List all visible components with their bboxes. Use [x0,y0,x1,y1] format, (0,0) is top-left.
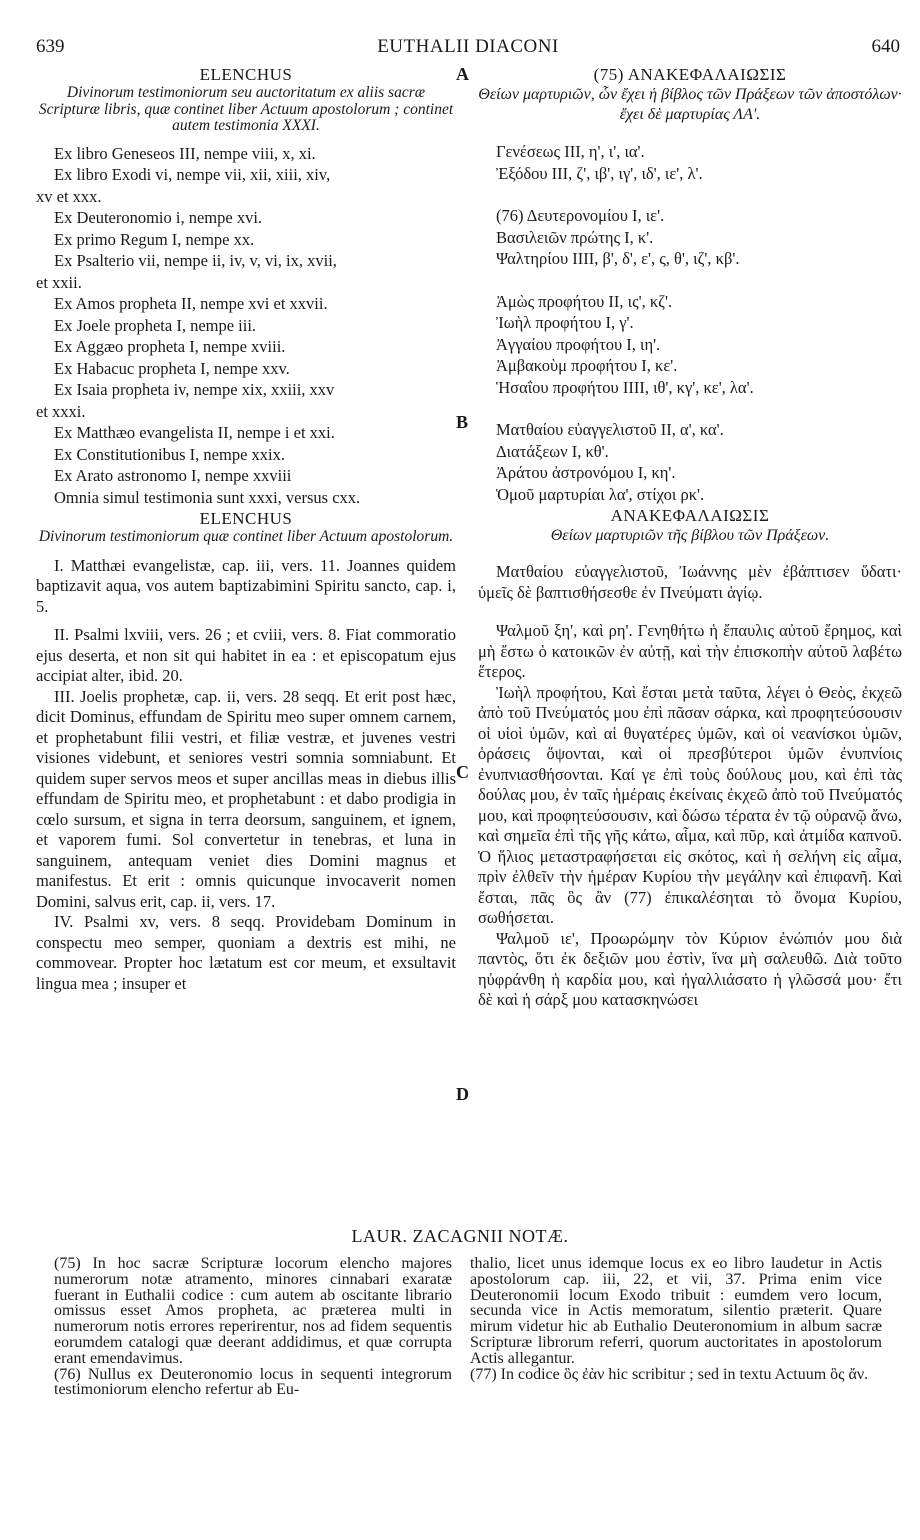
list-item: Γενέσεως III, η', ι', ια'. [496,142,645,161]
margin-letter-d: D [456,1084,469,1104]
list-item: Ψαλτηρίου ΙΙΙΙ, β', δ', ε', ς, θ', ιζ', κβ'. [496,249,740,268]
list-item: Ἐξόδου III, ζ', ιβ', ιγ', ιδ', ιε', λ'. [496,163,703,183]
greek-paragraph-2: Ψαλμοῦ ξη', καὶ ρη'. Γενηθήτω ἡ ἔπαυλις αὐτοῦ ἔρημος, καὶ μὴ ἔστω ὁ κατοικῶν ἐν αὐτῇ, καὶ τὴν ἐπισκοπὴν αὐτοῦ λαβέτω ἕτερος. [478,621,902,681]
note-75: (75) In hoc sacræ Scripturæ locorum elencho majores numerorum notæ atramento, minores cinnabari exaratæ fuerant in Euthalii codice : cum autem ab oscitante librario omissus esset Amos propheta, ac præterea multi in numerorum notis errores reperirentur, nos ad fidem sequentis eorumdem catalogi quæ deerant addidimus, et quæ corrupta erant emendavimus. [54,1255,452,1367]
latin-paragraph-2: II. Psalmi lxviii, vers. 26 ; et cviii, vers. 8. Fiat commoratio ejus deserta, et non sit qui habitet in ea : et episcopatum ejus accipiat alter, ibid. 20. [36,625,456,685]
greek-heading-1: (75) ΑΝΑΚΕΦΑΛΑΙΩΣΙΣ [593,65,787,84]
list-item: Ἰωὴλ προφήτου I, γ'. [496,313,634,332]
greek-testimony-list [478,141,902,505]
list-item: Ex Matthæo evangelista II, nempe i et xxi. [54,423,335,442]
note-76-continued: thalio, licet unus idemque locus ex eo libro laudetur in Actis apostolorum cap. iii, 22, et vii, 37. Prima enim vice Deuteronomii locum Exodo tribuit : eumdem vero locum, secunda vice in Actis memoratum, silentio præterit. Quare mirum videtur hic ab Euthalio Deuteronomium in album sacræ Scripturæ librorum referri, quorum auctoritates in apostolorum Actis allegantur. [470,1255,882,1367]
list-item: Ἡσαΐου προφήτου ΙΙΙΙ, ιθ', κγ', κε', λα'. [496,377,754,397]
margin-letter-c: C [456,762,469,782]
notes-right [470,1256,882,1382]
latin-paragraph-4: IV. Psalmi xv, vers. 8 seqq. Providebam Dominum in conspectu meo semper, quoniam a dextris est mihi, ne commovear. Propter hoc lætatum est cor meum, et exsultavit lingua mea ; insuper et [36,912,456,993]
latin-paragraph-1: I. Matthæi evangelistæ, cap. iii, vers. 11. Joannes quidem baptizavit aqua, vos autem baptizabimini Spiritu sancto, cap. i, 5. [36,555,456,616]
greek-paragraph-3: Ἰωὴλ προφήτου, Καὶ ἔσται μετὰ ταῦτα, λέγει ὁ Θεὸς, ἐκχεῶ ἀπὸ τοῦ Πνεύματός μου ἐπὶ πᾶσαν σάρκα, καὶ προφητεύσουσιν οἱ υἱοὶ ὑμῶν, καὶ αἱ θυγατέρες ὑμῶν, καὶ οἱ νεανίσκοι ὑμῶν, ὁράσεις ὄψονται, καὶ οἱ πρεσβύτεροι ὑμῶν ἐνυπνίοις ἐνυπνιασθήσονται. Καί γε ἐπὶ τοὺς δούλους μου, καὶ ἐπὶ τὰς δούλας μου, ἐν ταῖς ἡμέραις ἐκείναις ἐκχεῶ ἀπὸ τοῦ Πνεύματός μου, καὶ προφητεύσουσιν, καὶ δώσω τέρατα ἐν τῷ οὐρανῷ ἄνω, καὶ σημεῖα ἐπὶ τῆς γῆς κάτω, αἷμα, καὶ πῦρ, καὶ ἀτμίδα καπνοῦ. Ὁ ἥλιος μεταστραφήσεται εἰς σκότος, καὶ ἡ σελήνη εἰς αἷμα, πρὶν ἐλθεῖν τὴν ἡμέραν Κυρίου τὴν μεγάλην καὶ ἐπιφανῆ. Καὶ ἔσται, πᾶς ὃς ἂν (77) ἐπικαλέσηται τὸ ὄνομα Κυρίου, σωθήσεται. [478,682,902,927]
list-item: et xxxi. [36,401,86,421]
latin-column [36,64,456,994]
list-item: Βασιλειῶν πρώτης I, κ'. [496,227,654,247]
page-number-right: 640 [871,36,900,57]
greek-column [478,64,902,1011]
list-item: (76) Δευτερονομίου I, ιε'. [496,206,665,225]
list-item: Διατάξεων I, κθ'. [496,441,609,461]
list-item: Ματθαίου εὐαγγελιστοῦ II, α', κα'. [496,420,724,439]
list-item: Ex Arato astronomo I, nempe xxviii [54,466,292,485]
list-item: Ex Deuteronomio i, nempe xvi. [54,208,263,227]
list-item: Ex libro Exodi vi, nempe vii, xii, xiii, xiv, [54,165,331,184]
latin-testimony-list [36,143,456,509]
notes-heading: LAUR. ZACAGNII NOTÆ. [351,1226,569,1246]
latin-caption-2: Divinorum testimoniorum quæ continet liber Actuum apostolorum. [38,528,454,545]
margin-letter-a: A [456,64,469,84]
latin-paragraph-3: III. Joelis prophetæ, cap. ii, vers. 28 seqq. Et erit post hæc, dicit Dominus, effundam de Spiritu meo super omnem carnem, et prophetabunt filii vestri, et filiæ vestræ, et juvenes vestri visiones videbunt, et seniores vestri somnia somniabunt. Et quidem super servos meos et super ancillas meas in diebus illis effundam de Spiritu meo, et prophetabunt : et dabo prodigia in cœlo sursum, et signa in terra deorsum, sanguinem, et ignem, et vaporem fumi. Sol convertetur in tenebras, et luna in sanguinem, antequam veniet dies Domini magnus et manifestus. Et erit : omnis quicunque invocaverit nomen Domini, salvus erit, cap. ii, vers. 17. [36,686,456,911]
list-item: Ὁμοῦ μαρτυρίαι λα', στίχοι ρκ'. [496,484,705,504]
list-item: Ἀράτου ἀστρονόμου I, κη'. [496,463,676,482]
greek-paragraph-4: Ψαλμοῦ ιε', Προωρώμην τὸν Κύριον ἐνώπιόν μου διὰ παντὸς, ὅτι ἐκ δεξιῶν μου ἐστὶν, ἵνα μὴ σαλευθῶ. Διὰ τοῦτο ηὐφράνθη ἡ καρδία μου, καὶ ἠγαλλιάσατο ἡ γλῶσσά μου· ἔτι δὲ καὶ ἡ σάρξ μου κατασκηνώσει [478,928,902,1009]
latin-caption-1: Divinorum testimoniorum seu auctoritatum ex aliis sacræ Scripturæ libris, quæ continet liber Actuum apostolorum ; continet autem testimonia XXXI. [38,84,454,134]
latin-heading-2: ELENCHUS [199,509,293,528]
list-item: xv et xxx. [36,186,102,206]
note-76: (76) Nullus ex Deuteronomio locus in sequenti integrorum testimoniorum elencho refertur ab Eu- [54,1365,452,1399]
running-title: EUTHALII DIACONI [377,36,559,57]
greek-heading-2: ΑΝΑΚΕΦΑΛΑΙΩΣΙΣ [610,506,770,525]
list-item: Ex Isaia propheta iv, nempe xix, xxiii, xxv [54,380,335,399]
list-item: Ex Habacuc propheta I, nempe xxv. [54,358,290,378]
page-number-left: 639 [36,36,65,57]
list-item: Ex primo Regum I, nempe xx. [54,229,255,249]
list-item: Ex Joele propheta I, nempe iii. [54,315,257,335]
list-item: Ex Aggæo propheta I, nempe xviii. [54,337,286,356]
note-77: (77) In codice ὃς ἐὰν hic scribitur ; sed in textu Actuum ὃς ἄν. [470,1365,869,1383]
latin-heading-1: ELENCHUS [199,65,293,84]
list-item: Ἀγγαίου προφήτου I, ιη'. [496,334,661,354]
list-item: Ex libro Geneseos III, nempe viii, x, xi. [54,143,316,163]
greek-paragraph-1: Ματθαίου εὐαγγελιστοῦ, Ἰωάννης μὲν ἐβάπτισεν ὕδατι· ὑμεῖς δὲ βαπτισθήσεσθε ἐν Πνεύματι ἁγίῳ. [478,562,902,602]
list-item: Ex Constitutionibus I, nempe xxix. [54,444,285,464]
list-item: Omnia simul testimonia sunt xxxi, versus cxx. [54,487,361,507]
list-item: Ἀμὼς προφήτου II, ις', κζ'. [496,291,673,311]
greek-caption-2: Θείων μαρτυριῶν τῆς βίβλου τῶν Πράξεων. [550,527,830,544]
notes-left [54,1256,452,1398]
greek-caption-1: Θείων μαρτυριῶν, ὧν ἔχει ἡ βίβλος τῶν Πράξεων τῶν ἀποστόλων· ἔχει δὲ μαρτυρίας ΛΑ'. [478,86,902,123]
list-item: Ἀμβακοὺμ προφήτου I, κε'. [496,356,678,375]
list-item: Ex Psalterio vii, nempe ii, iv, v, vi, ix, xvii, [54,251,337,270]
margin-letter-b: B [456,412,469,432]
list-item: et xxii. [36,272,82,292]
list-item: Ex Amos propheta II, nempe xvi et xxvii. [54,294,328,313]
running-header [36,36,900,60]
